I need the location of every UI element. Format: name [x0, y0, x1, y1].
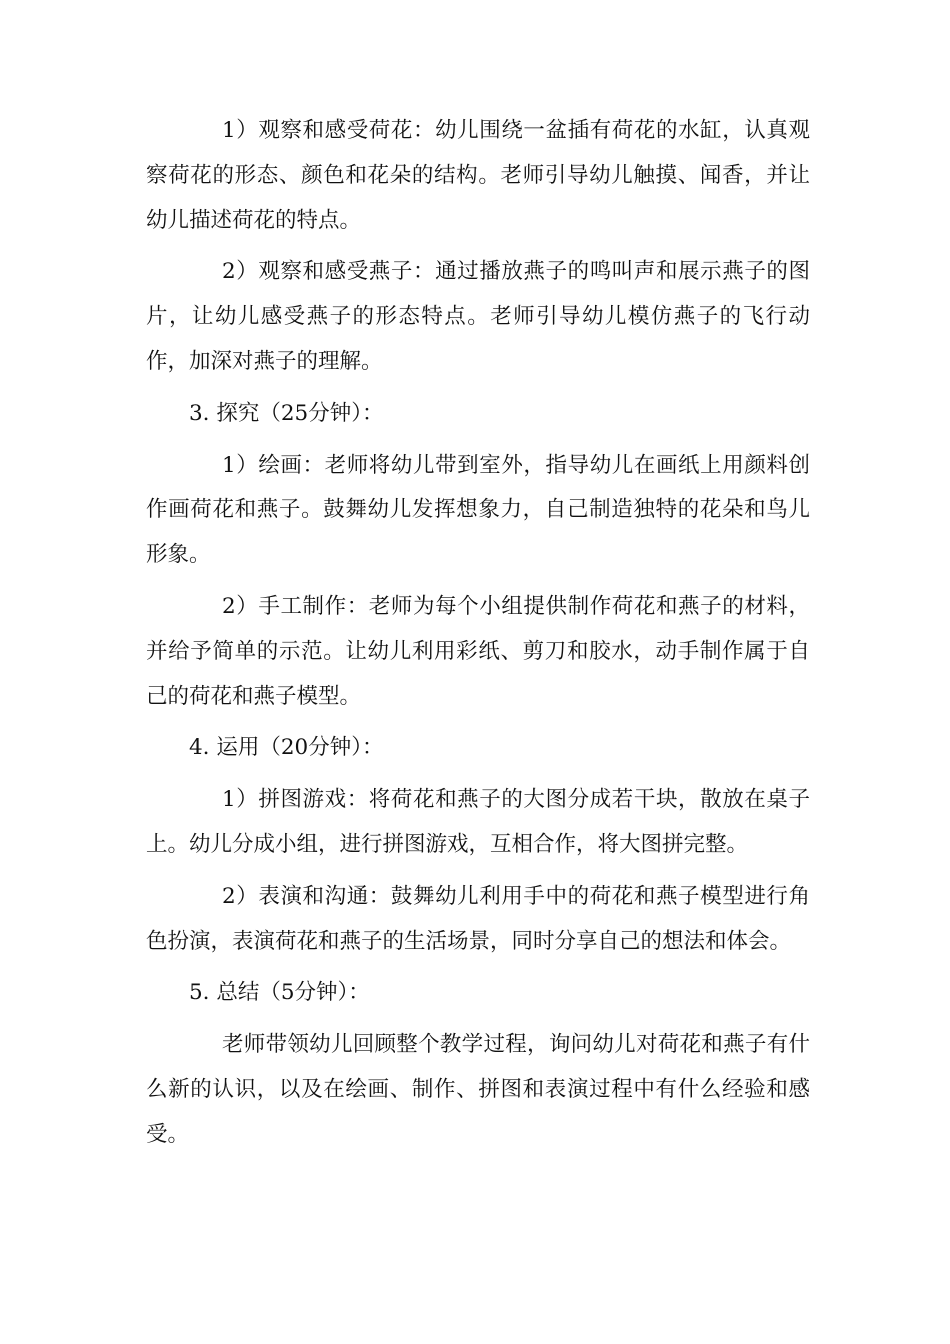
- document-body: [146, 109, 810, 1165]
- paragraph-summary: 老师带领幼儿回顾整个教学过程，询问幼儿对荷花和燕子有什么新的认识，以及在绘画、制作、拼图和表演过程中有什么经验和感受。: [146, 1032, 810, 1147]
- paragraph-observe-swallow: 2）观察和感受燕子：通过播放燕子的鸣叫声和展示燕子的图片，让幼儿感受燕子的形态特点。老师引导幼儿模仿燕子的飞行动作，加深对燕子的理解。: [146, 259, 810, 374]
- paragraph-observe-lotus: 1）观察和感受荷花：幼儿围绕一盆插有荷花的水缸，认真观察荷花的形态、颜色和花朵的结构。老师引导幼儿触摸、闻香，并让幼儿描述荷花的特点。: [146, 118, 810, 233]
- paragraph-handcraft: 2）手工制作：老师为每个小组提供制作荷花和燕子的材料，并给予简单的示范。让幼儿利用彩纸、剪刀和胶水，动手制作属于自己的荷花和燕子模型。: [146, 593, 810, 709]
- section-heading-apply: 4. 运用（20分钟）：: [189, 735, 384, 761]
- paragraph-painting: 1）绘画：老师将幼儿带到室外，指导幼儿在画纸上用颜料创作画荷花和燕子。鼓舞幼儿发挥想象力，自己制造独特的花朵和鸟儿形象。: [146, 452, 810, 568]
- section-heading-explore: 3. 探究（25分钟）：: [189, 400, 384, 426]
- paragraph-puzzle-game: 1）拼图游戏：将荷花和燕子的大图分成若干块，散放在桌子上。幼儿分成小组，进行拼图游戏，互相合作，将大图拼完整。: [146, 787, 810, 857]
- paragraph-performance: 2）表演和沟通：鼓舞幼儿利用手中的荷花和燕子模型进行角色扮演，表演荷花和燕子的生活场景，同时分享自己的想法和体会。: [146, 883, 810, 954]
- section-heading-summary: 5. 总结（5分钟）：: [189, 980, 370, 1006]
